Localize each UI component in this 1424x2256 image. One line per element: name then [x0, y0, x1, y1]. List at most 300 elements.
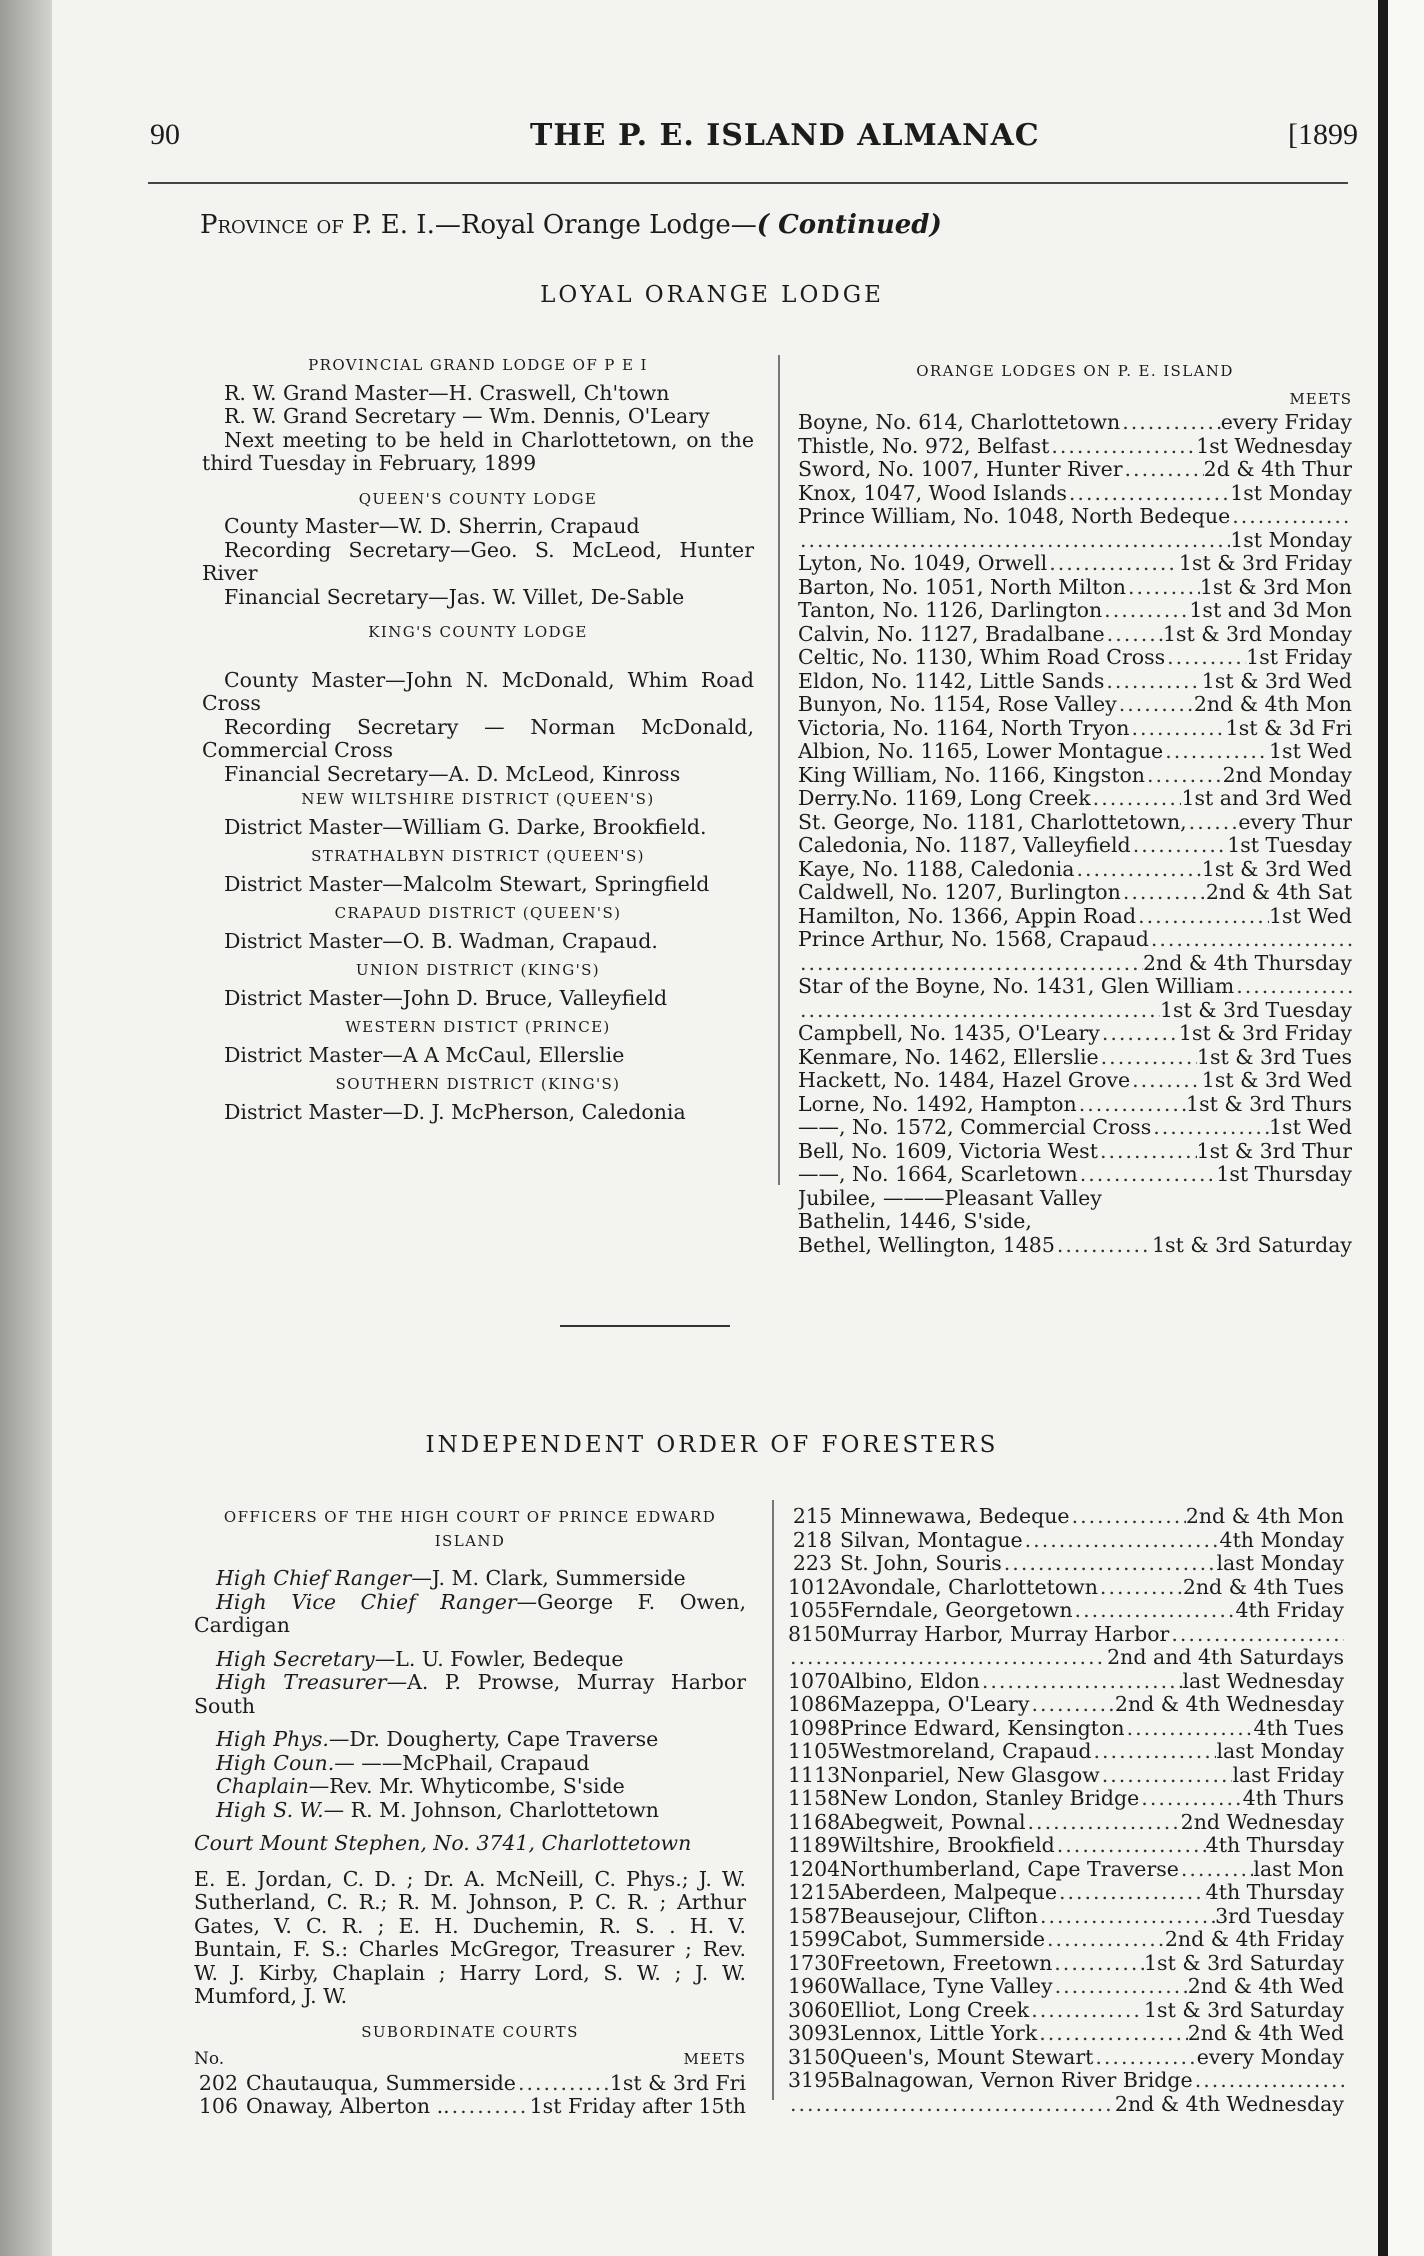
court-mount-stephen-heading: Court Mount Stephen, No. 3741, Charlottetown: [194, 1831, 692, 1855]
court-mount-stephen-officers: E. E. Jordan, C. D. ; Dr. A. McNeill, C. Phys.; J. W. Sutherland, C. R.; R. M. Johnson, P. C. R. ; Arthur Gates, V. C. R. ; E. H. Duchemin, R. S. . H. V. Buntain, F. S.: Charles McGregor, Treasurer ; Rev. W. J. Kirby, Chaplain ; Harry Lord, S. W. ; J. W. Mumford, J. W.: [194, 1866, 746, 2008]
entry-meets: 2nd & 4th Wednesday: [1114, 1693, 1344, 1716]
entry-number: 1215: [788, 1881, 841, 1904]
kings-officer: Recording Secretary — Norman McDonald, Commercial Cross: [202, 714, 754, 762]
officer-name: —L. U. Fowler, Bedeque: [374, 1646, 624, 1671]
dot-leader: [1105, 623, 1163, 647]
court-row: [788, 1505, 1344, 1529]
page-number: 90: [150, 118, 180, 151]
entry-number: 202: [198, 2071, 238, 2095]
dot-leader: [798, 999, 1160, 1023]
entry-meets: 2nd & 4th Tues: [1182, 1575, 1344, 1599]
dot-leader: [1099, 1046, 1197, 1070]
dot-leader: [1023, 1529, 1220, 1553]
entry-name: Nonpariel, New Glasgow: [840, 1763, 1100, 1787]
dot-leader: [1078, 1163, 1217, 1187]
court-row: [788, 1928, 1344, 1952]
district-heading: CRAPAUD DISTRICT (QUEEN'S): [334, 904, 622, 922]
entry-number: 3060: [788, 1998, 841, 2022]
entry-meets: 2nd & 4th Wednesday: [1114, 2092, 1344, 2116]
entry-meets: 1st and 3d Mon: [1189, 599, 1352, 622]
high-court-officers-heading: OFFICERS OF THE HIGH COURT OF PRINCE EDWARD ISLAND: [223, 1508, 717, 1550]
entry-name: Hackett, No. 1484, Hazel Grove: [798, 1069, 1131, 1092]
entry-meets: 4th Monday: [1219, 1528, 1344, 1552]
lodge-row: [798, 764, 1352, 788]
officer-name: —J. M. Clark, Summerside: [411, 1566, 686, 1590]
court-row: [788, 1576, 1344, 1600]
entry-name: Victoria, No. 1164, North Tryon: [798, 716, 1130, 740]
queens-county-lodge-heading: QUEEN'S COUNTY LODGE: [358, 489, 598, 508]
entry-number: 3093: [788, 2022, 841, 2045]
dot-leader: [1151, 1116, 1269, 1140]
entry-meets: 4th Tues: [1253, 1716, 1344, 1740]
officer-title: High Treasurer: [216, 1670, 387, 1694]
entry-meets: 2nd & 4th Wed: [1187, 1975, 1344, 1998]
court-row: [788, 1999, 1344, 2023]
dot-leader: [1131, 834, 1228, 858]
page-year: [1899: [1288, 118, 1358, 151]
district-master: District Master—John D. Bruce, Valleyfield: [224, 985, 668, 1010]
kings-county-lodge-heading: KING'S COUNTY LODGE: [368, 623, 588, 641]
court-row: [788, 1975, 1344, 1999]
entry-meets: 1st & 3rd Saturday: [1152, 1233, 1352, 1257]
entry-meets: 2nd Wednesday: [1180, 1810, 1344, 1834]
dot-leader: [1117, 693, 1194, 717]
dot-leader: [1057, 1881, 1206, 1905]
no-label: No.: [194, 2049, 225, 2069]
lodge-row: [798, 1046, 1352, 1070]
lodge-row: [798, 811, 1352, 835]
court-row: [788, 1881, 1344, 1905]
dot-leader: [1049, 435, 1196, 459]
entry-name: Murray Harbor, Murray Harbor: [840, 1622, 1170, 1646]
entry-number: 8150: [788, 1622, 841, 1646]
court-row: [788, 1787, 1344, 1811]
queens-officer: Recording Secretary—Geo. S. McLeod, Hunter River: [202, 537, 754, 585]
dot-leader: [1092, 1740, 1217, 1764]
page-edge-dark: [1378, 0, 1388, 2256]
court-row: [788, 1552, 1344, 1576]
lodge-row: [798, 1163, 1352, 1187]
entry-number: 1113: [788, 1763, 841, 1787]
subordinate-court-list-right: [788, 1505, 1344, 2116]
court-row: [788, 1952, 1344, 1976]
entry-meets: 2nd & 4th Mon: [1193, 693, 1352, 716]
entry-meets: 1st & 3rd Saturday: [1144, 1951, 1344, 1975]
entry-meets: 1st & 3rd Thurs: [1186, 1092, 1352, 1116]
court-row-continuation: [788, 2093, 1344, 2117]
entry-meets: 1st Thursday: [1216, 1163, 1352, 1186]
lodge-row: [798, 482, 1352, 506]
entry-name: Lennox, Little York: [840, 2022, 1038, 2045]
court-row: [788, 1740, 1344, 1764]
dot-leader: [1234, 975, 1352, 999]
district-heading: WESTERN DISTICT (PRINCE): [345, 1018, 611, 1036]
entry-number: 218: [792, 1528, 832, 1552]
lodge-row: [798, 505, 1352, 529]
lodge-row: [798, 975, 1352, 999]
entry-number: 215: [792, 1505, 832, 1528]
entry-meets: 1st & 3rd Tuesday: [1159, 998, 1352, 1022]
next-page-edge: [1388, 0, 1424, 2256]
entry-name: Aberdeen, Malpeque: [840, 1881, 1057, 1904]
entry-number: 1168: [788, 1810, 841, 1834]
dot-leader: [1179, 1858, 1254, 1882]
entry-name: King William, No. 1166, Kingston: [798, 763, 1145, 787]
dot-leader: [1125, 1717, 1254, 1741]
section-title-suffix: ( Continued): [756, 210, 942, 240]
entry-meets: 1st & 3rd Friday: [1178, 552, 1352, 575]
officer-title: Chaplain: [216, 1774, 309, 1798]
lodge-row: [798, 905, 1352, 929]
entry-number: 1189: [788, 1834, 841, 1857]
entry-number: 3150: [788, 2045, 841, 2069]
lodge-row: [798, 834, 1352, 858]
entry-name: Albion, No. 1165, Lower Montague: [798, 740, 1164, 763]
entry-number: 1086: [788, 1693, 841, 1716]
lodge-row: [798, 881, 1352, 905]
dot-leader: [788, 1646, 1107, 1670]
subordinate-court-list-left: [194, 2072, 746, 2119]
dot-leader: [1091, 787, 1182, 811]
entry-number: 1105: [788, 1740, 841, 1763]
entry-meets: 2nd and 4th Saturdays: [1107, 1646, 1344, 1669]
entry-name: Abegweit, Pownal: [840, 1810, 1026, 1834]
foresters-column-divider: [772, 1500, 774, 2100]
dot-leader: [798, 952, 1143, 976]
orange-lodge-list: [798, 411, 1352, 1257]
entry-name: Star of the Boyne, No. 1431, Glen William: [798, 975, 1235, 998]
dot-leader: [1002, 1552, 1217, 1576]
entry-meets: 1st & 3d Fri: [1225, 716, 1352, 740]
queens-county-lodge-list: [202, 515, 754, 609]
dot-leader: [516, 2072, 610, 2096]
entry-name: Wiltshire, Brookfield: [840, 1834, 1055, 1857]
entry-meets: 1st Friday after 15th: [529, 2095, 746, 2118]
officer-title: High Coun.: [216, 1750, 335, 1775]
kings-officer: Financial Secretary—A. D. McLeod, Kinross: [224, 761, 681, 786]
entry-meets: 1st Tuesday: [1227, 834, 1352, 857]
entry-name: Northumberland, Cape Traverse: [840, 1857, 1179, 1881]
lodge-row: [798, 435, 1352, 459]
entry-number: 3195: [788, 2069, 841, 2092]
provincial-grand-lodge-heading: PROVINCIAL GRAND LODGE OF P E I: [308, 356, 648, 374]
kings-officer: County Master—John N. McDonald, Whim Road Cross: [202, 667, 754, 715]
entry-meets: last Mon: [1253, 1857, 1344, 1881]
entry-name: Lyton, No. 1049, Orwell: [798, 552, 1048, 575]
foresters-officers-column: [194, 1500, 746, 2119]
lodge-row: [798, 858, 1352, 882]
foresters-courts-column: [788, 1505, 1344, 2116]
dot-leader: [1100, 1022, 1179, 1046]
entry-meets: every Thur: [1238, 810, 1352, 834]
foresters-heading: INDEPENDENT ORDER OF FORESTERS: [425, 1432, 999, 1458]
entry-name: Freetown, Freetown: [840, 1951, 1053, 1975]
subordinate-courts-heading: SUBORDINATE COURTS: [361, 2022, 579, 2041]
lodge-row: [798, 1022, 1352, 1046]
dot-leader: [1129, 717, 1225, 741]
entry-name: ——, No. 1572, Commercial Cross: [798, 1116, 1152, 1139]
dot-leader: [1130, 1069, 1202, 1093]
dot-leader: [798, 529, 1230, 553]
dot-leader: [1149, 928, 1352, 952]
dot-leader: [1104, 670, 1201, 694]
entry-meets: 4th Thurs: [1242, 1787, 1344, 1810]
court-row: [788, 2046, 1344, 2070]
district-heading: SOUTHERN DISTRICT (KING'S): [335, 1075, 621, 1093]
entry-meets: 1st & 3rd Wed: [1201, 857, 1352, 881]
subordinate-courts-column-header: [194, 2048, 746, 2072]
entry-meets: 2d & 4th Thur: [1203, 458, 1352, 481]
court-row: [788, 1529, 1344, 1553]
entry-meets: 2nd & 4th Mon: [1185, 1505, 1344, 1528]
entry-name: Elliot, Long Creek: [840, 1998, 1030, 2022]
high-court-officer: [194, 1671, 746, 1718]
section-title: [200, 210, 942, 240]
entry-name: Minnewawa, Bedeque: [840, 1505, 1070, 1528]
entry-meets: 4th Thursday: [1205, 1881, 1344, 1904]
court-row: [788, 2069, 1344, 2093]
section-title-main: —Royal Orange Lodge—: [434, 210, 757, 240]
lodge-row: [798, 623, 1352, 647]
entry-number: 1055: [788, 1599, 841, 1622]
district-master: District Master—Malcolm Stewart, Springfield: [224, 871, 710, 896]
high-court-officer: [194, 1591, 746, 1638]
entry-name: Wallace, Tyne Valley: [840, 1975, 1053, 1998]
entry-meets: 4th Friday: [1235, 1599, 1344, 1622]
entry-name: Prince Arthur, No. 1568, Crapaud: [798, 928, 1149, 951]
lodge-row-continuation: [798, 529, 1352, 553]
queens-officer: County Master—W. D. Sherrin, Crapaud: [224, 514, 640, 538]
entry-meets: 1st Monday: [1230, 528, 1352, 552]
entry-name: Chautauqua, Summerside: [246, 2071, 516, 2095]
page-title: THE P. E. ISLAND ALMANAC: [530, 118, 1040, 153]
entry-name: Bunyon, No. 1154, Rose Valley: [798, 693, 1117, 716]
entry-name: Calvin, No. 1127, Bradalbane: [798, 622, 1105, 646]
entry-meets: every Monday: [1196, 2045, 1344, 2069]
entry-name: Barton, No. 1051, North Milton: [798, 575, 1126, 599]
provincial-officer: Next meeting to be held in Charlottetown, on the third Tuesday in February, 1899: [202, 427, 754, 475]
meets-header: MEETS: [1289, 389, 1352, 408]
provincial-grand-lodge-list: [202, 382, 754, 476]
dot-leader: [1055, 1834, 1206, 1858]
court-row: [788, 1599, 1344, 1623]
entry-number: 1070: [788, 1669, 841, 1693]
entry-name: Mazeppa, O'Leary: [840, 1693, 1030, 1716]
court-row-continuation: [788, 1646, 1344, 1670]
entry-name: Sword, No. 1007, Hunter River: [798, 458, 1123, 481]
entry-meets: 1st & 3rd Monday: [1162, 622, 1352, 646]
dot-leader: [1120, 411, 1221, 435]
high-court-officer: [194, 1567, 746, 1591]
lodge-row: [798, 928, 1352, 952]
entry-meets: 1st Wed: [1269, 740, 1352, 763]
entry-name: Kaye, No. 1188, Caledonia: [798, 857, 1075, 881]
high-court-officer: [194, 1752, 746, 1776]
lodge-row: [798, 1069, 1352, 1093]
court-row: [788, 1905, 1344, 1929]
dot-leader: [1163, 740, 1269, 764]
entry-number: 1599: [788, 1928, 841, 1951]
entry-name: Knox, 1047, Wood Islands: [798, 481, 1067, 505]
court-row: [194, 2095, 746, 2119]
entry-meets: 3rd Tuesday: [1215, 1904, 1344, 1928]
entry-number: 1012: [788, 1575, 841, 1599]
dot-leader: [1053, 1975, 1188, 1999]
column-divider: [778, 355, 780, 1185]
dot-leader: [1029, 1693, 1114, 1717]
district-heading: NEW WILTSHIRE DISTRICT (QUEEN'S): [301, 790, 655, 808]
entry-meets: 1st Wednesday: [1196, 434, 1352, 458]
entry-meets: 2nd & 4th Sat: [1205, 881, 1352, 904]
entry-meets: 1st & 3rd Saturday: [1144, 1998, 1344, 2022]
entry-name: Boyne, No. 614, Charlottetown: [798, 411, 1121, 434]
entry-meets: 1st and 3rd Wed: [1181, 787, 1352, 810]
entry-meets: 1st & 3rd Tues: [1196, 1045, 1352, 1069]
officer-title: High Secretary: [216, 1646, 375, 1671]
entry-name: St. John, Souris: [840, 1552, 1002, 1575]
entry-meets: 1st & 3rd Thur: [1196, 1139, 1352, 1163]
lodge-row: [798, 693, 1352, 717]
district-master: District Master—D. J. McPherson, Caledonia: [224, 1099, 686, 1124]
court-row: [788, 1858, 1344, 1882]
orange-lodges-column: [798, 354, 1352, 1257]
court-row: [788, 1623, 1344, 1647]
entry-name: Avondale, Charlottetown: [840, 1575, 1098, 1599]
section-separator-rule: [560, 1325, 730, 1327]
officer-name: — ——McPhail, Crapaud: [334, 1750, 590, 1775]
high-court-officer: [194, 1728, 746, 1752]
district-master: District Master—A A McCaul, Ellerslie: [224, 1042, 625, 1067]
entry-meets: 1st Friday: [1246, 646, 1352, 669]
officer-name: —A. P. Prowse, Murray Harbor South: [194, 1670, 747, 1718]
entry-name: Silvan, Montague: [840, 1528, 1023, 1552]
dot-leader: [1073, 1599, 1236, 1623]
dot-leader: [1037, 2022, 1187, 2046]
dot-leader: [1145, 764, 1223, 788]
high-court-officer: [194, 1775, 746, 1799]
dot-leader: [1074, 858, 1201, 882]
dot-leader: [1055, 1234, 1152, 1258]
entry-meets: 2nd Monday: [1222, 763, 1352, 787]
dot-leader: [1100, 1764, 1233, 1788]
entry-number: 1587: [788, 1904, 841, 1928]
entry-number: 1158: [788, 1787, 841, 1810]
queens-officer: Financial Secretary—Jas. W. Villet, De-Sable: [224, 584, 685, 609]
district-heading: UNION DISTRICT (KING'S): [355, 961, 601, 979]
dot-leader: [1187, 811, 1239, 835]
entry-meets: 1st & 3rd Friday: [1178, 1022, 1352, 1045]
officer-title: High Phys.: [216, 1727, 329, 1751]
lodge-row: [798, 670, 1352, 694]
district-master: District Master—William G. Darke, Brookfield.: [224, 814, 707, 839]
dot-leader: [1230, 505, 1352, 529]
lodge-row-continuation: [798, 999, 1352, 1023]
dot-leader: [450, 2095, 530, 2119]
lodge-row: [798, 740, 1352, 764]
entry-name: Lorne, No. 1492, Hampton: [798, 1092, 1077, 1116]
header-rule: [148, 182, 1348, 184]
officer-name: —Dr. Dougherty, Cape Traverse: [328, 1727, 659, 1751]
entry-meets: 2nd & 4th Wed: [1187, 2022, 1344, 2045]
dot-leader: [1047, 552, 1179, 576]
dot-leader: [1029, 1999, 1144, 2023]
entry-number: 223: [792, 1552, 832, 1575]
entry-name: Thistle, No. 972, Belfast: [798, 434, 1050, 458]
entry-name: Cabot, Summerside: [840, 1928, 1046, 1951]
entry-meets: every Friday: [1220, 411, 1352, 434]
entry-name: Caldwell, No. 1207, Burlington: [798, 881, 1121, 904]
officer-title: High S. W.: [216, 1797, 324, 1822]
district-heading: STRATHALBYN DISTRICT (QUEEN'S): [311, 847, 645, 865]
entry-name: ——, No. 1664, Scarletown: [798, 1163, 1078, 1186]
district-master: District Master—O. B. Wadman, Crapaud.: [224, 928, 658, 953]
entry-meets: 1st Wed: [1269, 904, 1352, 928]
court-row: [788, 2022, 1344, 2046]
entry-meets: 1st & 3rd Wed: [1201, 1069, 1352, 1092]
dot-leader: [788, 2093, 1115, 2117]
lodge-row: [798, 576, 1352, 600]
court-row: [788, 1717, 1344, 1741]
entry-meets: 4th Thursday: [1205, 1834, 1344, 1857]
district-list: [202, 788, 754, 1124]
high-court-officer-list: [194, 1567, 746, 1822]
entry-name: Derry.No. 1169, Long Creek: [798, 787, 1091, 810]
entry-name: St. George, No. 1181, Charlottetown,: [798, 810, 1187, 834]
dot-leader: [1038, 1905, 1215, 1929]
officer-title: High Chief Ranger: [216, 1566, 412, 1590]
entry-number: 1960: [788, 1975, 841, 1998]
court-row: [788, 1811, 1344, 1835]
entry-name: Bell, No. 1609, Victoria West: [798, 1139, 1098, 1163]
entry-meets: 2nd & 4th Thursday: [1143, 951, 1352, 975]
lodge-row: [798, 1116, 1352, 1140]
entry-name: New London, Stanley Bridge: [840, 1787, 1140, 1810]
entry-name: Balnagowan, Vernon River Bridge: [840, 2069, 1193, 2092]
provincial-officer: R. W. Grand Secretary — Wm. Dennis, O'Leary: [224, 404, 710, 428]
orange-lodge-officers-column: [202, 348, 754, 1124]
lodge-row: [798, 646, 1352, 670]
meets-label: MEETS: [683, 2050, 746, 2068]
entry-name: Queen's, Mount Stewart: [840, 2045, 1094, 2069]
page-header: [150, 118, 1358, 158]
entry-name: Beausejour, Clifton: [840, 1904, 1038, 1928]
page-gutter-shadow: [0, 0, 52, 2256]
lodge-row: [798, 599, 1352, 623]
dot-leader: [1123, 458, 1204, 482]
lodge-row: [798, 1140, 1352, 1164]
entry-meets: 2nd & 4th Friday: [1164, 1928, 1344, 1951]
entry-name: Albino, Eldon: [840, 1669, 980, 1693]
dot-leader: [1045, 1928, 1165, 1952]
lodge-row: [798, 717, 1352, 741]
dot-leader: [1126, 576, 1200, 600]
officer-name: —Rev. Mr. Whyticombe, S'side: [308, 1774, 625, 1798]
dot-leader: [980, 1670, 1183, 1694]
entry-name: Prince Edward, Kensington: [840, 1716, 1125, 1740]
entry-name: Onaway, Alberton ..: [246, 2095, 450, 2118]
lodge-row: [798, 1210, 1352, 1234]
entry-meets: last Monday: [1216, 1552, 1344, 1575]
court-row: [788, 1834, 1344, 1858]
entry-name: Tanton, No. 1126, Darlington: [798, 599, 1103, 622]
entry-meets: last Monday: [1216, 1740, 1344, 1763]
entry-name: Eldon, No. 1142, Little Sands: [798, 669, 1105, 693]
entry-meets: 1st Monday: [1230, 481, 1352, 505]
court-row: [788, 1670, 1344, 1694]
entry-meets: 1st Wed: [1269, 1116, 1352, 1139]
court-row: [788, 1764, 1344, 1788]
section-title-prefix: Province of P. E. I.: [200, 210, 435, 240]
